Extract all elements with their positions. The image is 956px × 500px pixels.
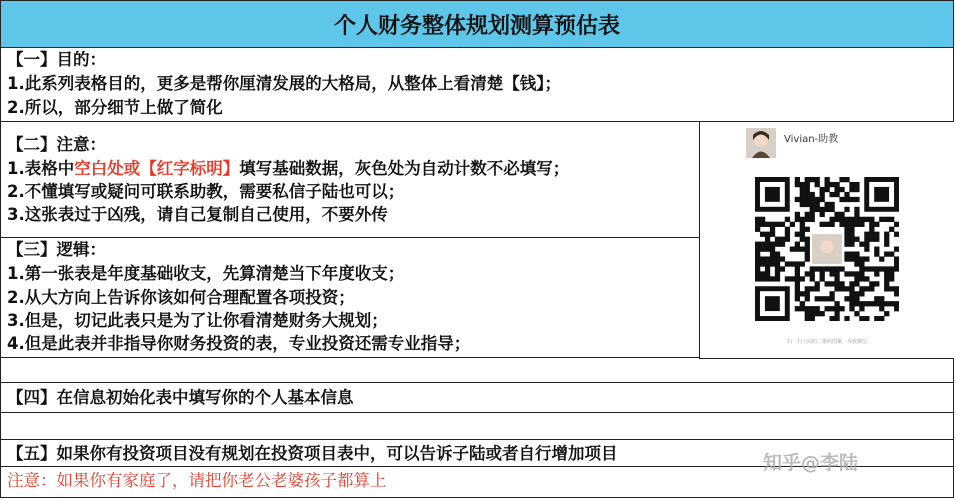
notice-line-1-prefix: 1.表格中 (7, 159, 75, 178)
notice-heading: 【二】注意： (7, 135, 106, 154)
logic-line-1: 1.第一张表是年度基础收支，先算清楚当下年度收支； (7, 264, 405, 283)
sheet-title: 个人财务整体规划测算预估表 (1, 1, 953, 48)
basic-info-text: 【四】在信息初始化表中填写你的个人基本信息 (7, 388, 354, 407)
logic-line-3: 3.但是，切记此表只是为了让你看清楚财务大规划； (7, 311, 388, 330)
projects-text: 【五】如果你有投资项目没有规划在投资项目表中，可以告诉子陆或者自行增加项目 (7, 444, 618, 463)
notice-line-1-highlight: 空白处或【红字标明】 (74, 159, 240, 178)
notice-line-1 (7, 158, 569, 180)
watermark: 知乎@李陆 (763, 452, 859, 474)
contact-name: Vivian-助教 (784, 134, 839, 145)
logic-heading: 【三】逻辑： (7, 240, 106, 259)
logic-line-2: 2.从大方向上告诉你该如何合理配置各项投资； (7, 288, 355, 307)
logic-line-4: 4.但是此表并非指导你财务投资的表，专业投资还需专业指导； (7, 334, 471, 353)
notice-line-3: 3.这张表过于凶残，请自己复制自己使用，不要外传 (7, 205, 388, 224)
qr-caption: 扫一扫上面的二维码图案，加我微信 (786, 339, 867, 345)
section-purpose (1, 47, 953, 122)
qr-code-panel (699, 122, 954, 359)
family-note-text: 注意：如果你有家庭了，请把你老公老婆孩子都算上 (7, 471, 387, 490)
section-notice (1, 122, 699, 238)
blank-row-2 (1, 413, 953, 440)
purpose-line-1: 1.此系列表格目的，更多是帮你厘清发展的大格局，从整体上看清楚【钱】； (7, 74, 561, 93)
qr-code-image (755, 177, 899, 321)
contact-avatar (746, 128, 776, 158)
purpose-heading: 【一】目的： (7, 50, 106, 69)
purpose-line-2: 2.所以，部分细节上做了简化 (7, 98, 223, 117)
notice-line-2: 2.不懂填写或疑问可联系助教，需要私信子陆也可以； (7, 182, 405, 201)
section-basic-info (1, 383, 953, 413)
notice-line-1-suffix: 填写基础数据，灰色处为自动计数不必填写； (239, 159, 570, 178)
blank-row-1 (1, 358, 953, 383)
